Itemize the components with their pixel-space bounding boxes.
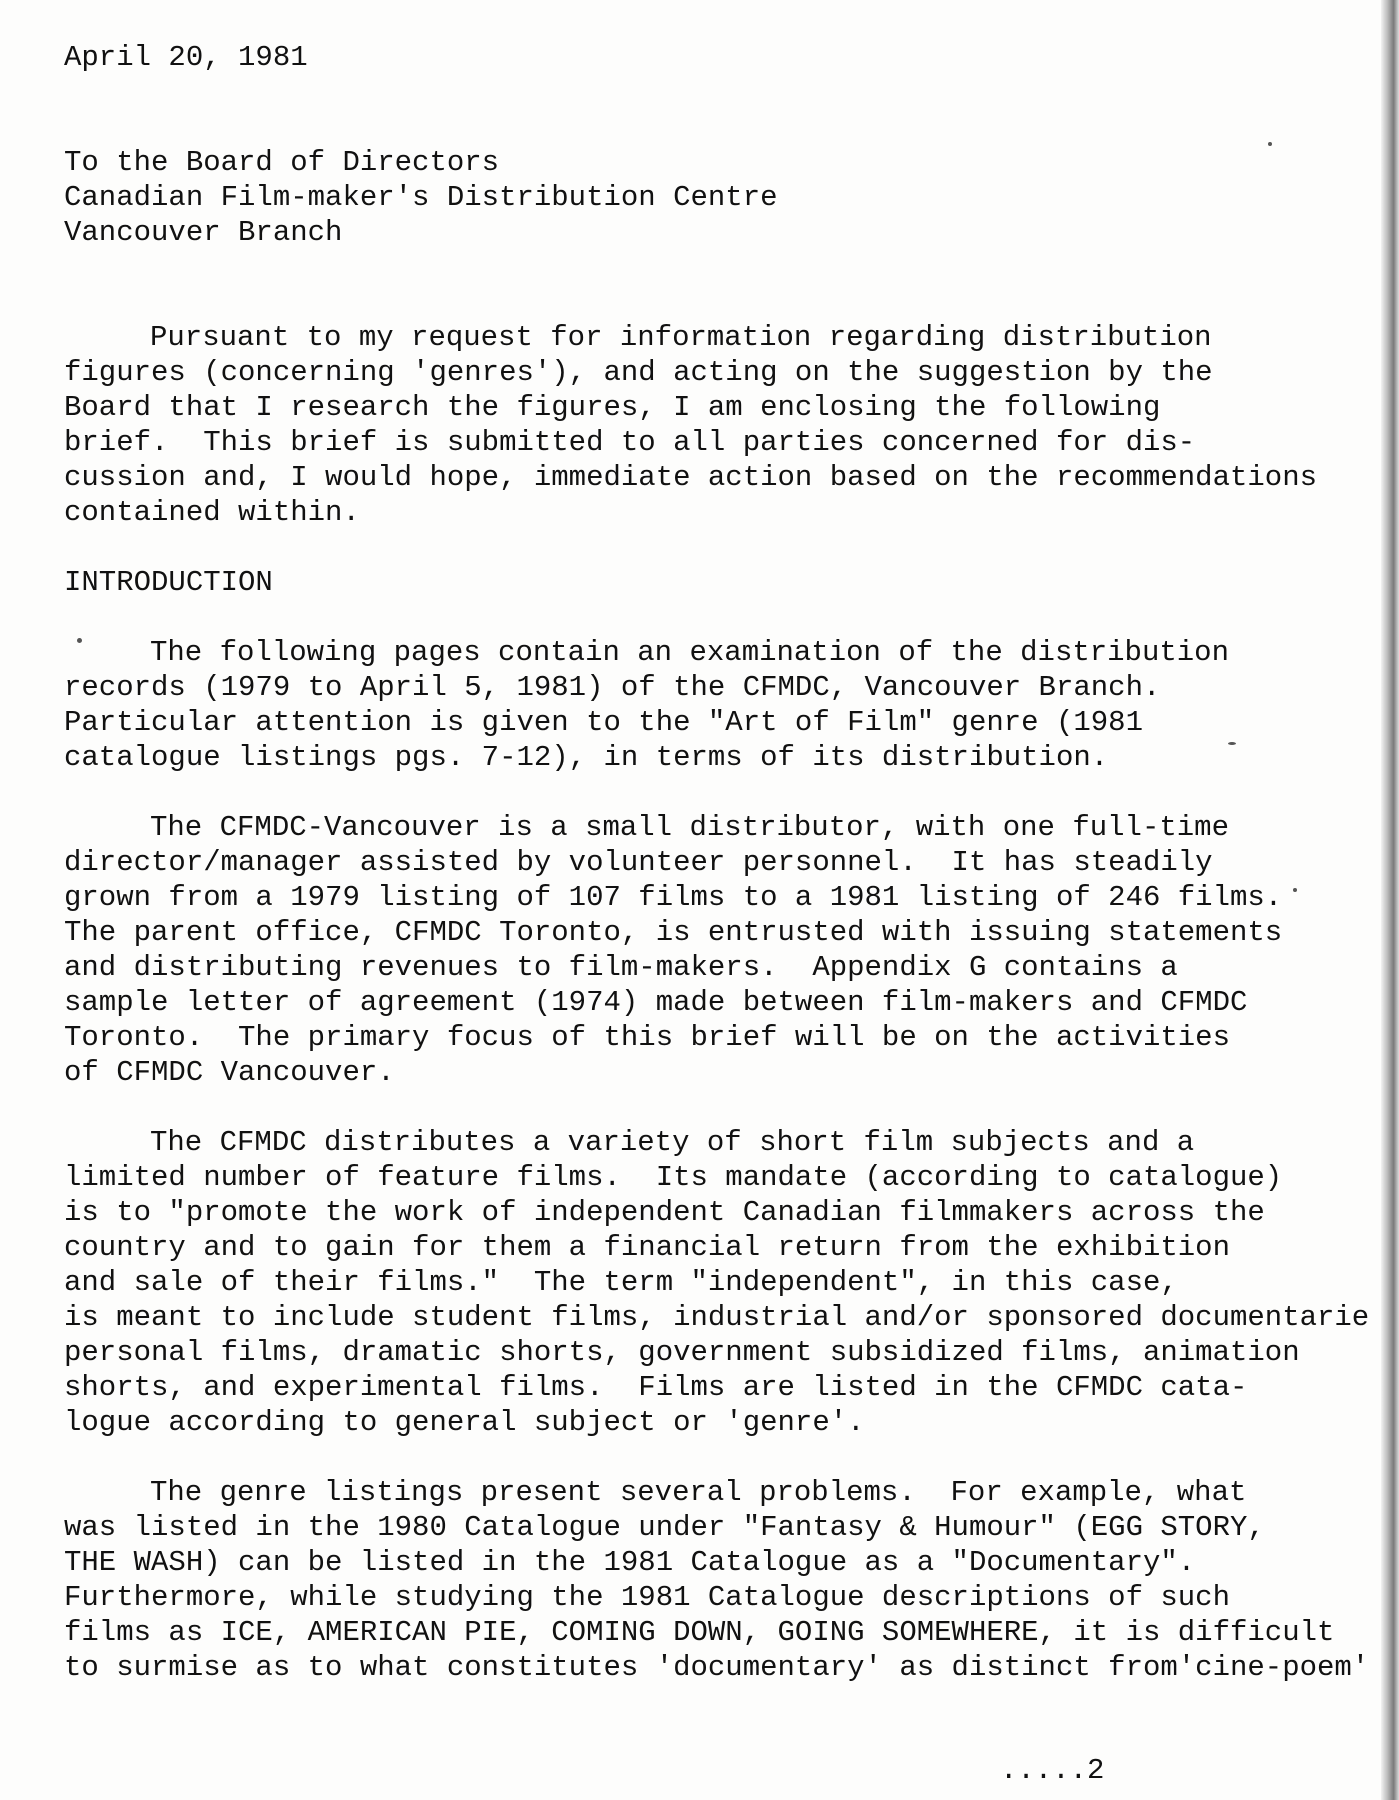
intro-paragraph-2 (64, 810, 1384, 1090)
paragraph-line: Particular attention is given to the "Art of Film" genre (1981 (64, 706, 1143, 739)
addressee-line: Vancouver Branch (64, 216, 343, 249)
paragraph-line: Toronto. The primary focus of this brief will be on the activities (64, 1021, 1230, 1054)
intro-paragraph-4 (64, 1475, 1384, 1685)
intro-paragraph-1 (64, 635, 1384, 775)
paragraph-line: Pursuant to my request for information regarding distribution (150, 321, 1212, 354)
paragraph-line: The following pages contain an examination of the distribution (150, 636, 1229, 669)
paragraph-line: director/manager assisted by volunteer personnel. It has steadily (64, 846, 1213, 879)
paragraph-line: brief. This brief is submitted to all parties concerned for dis- (64, 426, 1196, 459)
section-heading: INTRODUCTION (64, 566, 273, 599)
letter-date: April 20, 1981 (64, 41, 308, 74)
paragraph-line: was listed in the 1980 Catalogue under "Fantasy & Humour" (EGG STORY, (64, 1511, 1265, 1544)
paragraph-line: contained within. (64, 496, 360, 529)
addressee-line: Canadian Film-maker's Distribution Centre (64, 181, 778, 214)
paragraph-line: Furthermore, while studying the 1981 Catalogue descriptions of such (64, 1581, 1230, 1614)
paragraph-line: of CFMDC Vancouver. (64, 1056, 395, 1089)
paragraph-line: personal films, dramatic shorts, government subsidized films, animation (64, 1336, 1300, 1369)
paragraph-line: records (1979 to April 5, 1981) of the CFMDC, Vancouver Branch. (64, 671, 1161, 704)
paragraph-line: The CFMDC distributes a variety of short film subjects and a (150, 1126, 1195, 1159)
paragraph-line: limited number of feature films. Its mandate (according to catalogue) (64, 1161, 1283, 1194)
addressee-block (64, 145, 1384, 250)
paragraph-line: films as ICE, AMERICAN PIE, COMING DOWN, GOING SOMEWHERE, it is difficult (64, 1616, 1335, 1649)
paragraph-line: figures (concerning 'genres'), and acting on the suggestion by the (64, 356, 1213, 389)
paragraph-line: is to "promote the work of independent Canadian filmmakers across the (64, 1196, 1265, 1229)
scan-speck (1268, 142, 1272, 146)
scan-speck (1293, 888, 1297, 892)
paragraph-line: catalogue listings pgs. 7-12), in terms of its distribution. (64, 741, 1109, 774)
paragraph-line: The CFMDC-Vancouver is a small distributor, with one full-time (150, 811, 1229, 844)
paragraph-line: shorts, and experimental films. Films are listed in the CFMDC cata- (64, 1371, 1248, 1404)
page-edge-shadow (1381, 0, 1399, 1800)
paragraph-line: and distributing revenues to film-makers. Appendix G contains a (64, 951, 1178, 984)
paragraph-line: to surmise as to what constitutes 'documentary' as distinct from'cine-poem' (64, 1651, 1370, 1684)
paragraph-line: cussion and, I would hope, immediate action based on the recommendations (64, 461, 1318, 494)
paragraph-line: sample letter of agreement (1974) made between film-makers and CFMDC (64, 986, 1248, 1019)
intro-paragraph-3 (64, 1125, 1384, 1440)
paragraph-line: THE WASH) can be listed in the 1981 Catalogue as a "Documentary". (64, 1546, 1196, 1579)
paragraph-line: logue according to general subject or 'genre'. (64, 1406, 865, 1439)
paragraph-line: country and to gain for them a financial return from the exhibition (64, 1231, 1230, 1264)
letter-body (64, 40, 1384, 1685)
paragraph-line: and sale of their films." The term "independent", in this case, (64, 1266, 1178, 1299)
addressee-line: To the Board of Directors (64, 146, 500, 179)
paragraph-line: is meant to include student films, industrial and/or sponsored documentarie (64, 1301, 1370, 1334)
preamble-paragraph (64, 320, 1384, 530)
paragraph-line: The genre listings present several problems. For example, what (150, 1476, 1247, 1509)
scan-speck (1228, 742, 1236, 745)
page-continuation-marker: .....2 (1000, 1754, 1105, 1787)
scan-speck (77, 638, 82, 643)
paragraph-line: Board that I research the figures, I am enclosing the following (64, 391, 1161, 424)
paragraph-line: The parent office, CFMDC Toronto, is entrusted with issuing statements (64, 916, 1283, 949)
paragraph-line: grown from a 1979 listing of 107 films to a 1981 listing of 246 films. (64, 881, 1283, 914)
